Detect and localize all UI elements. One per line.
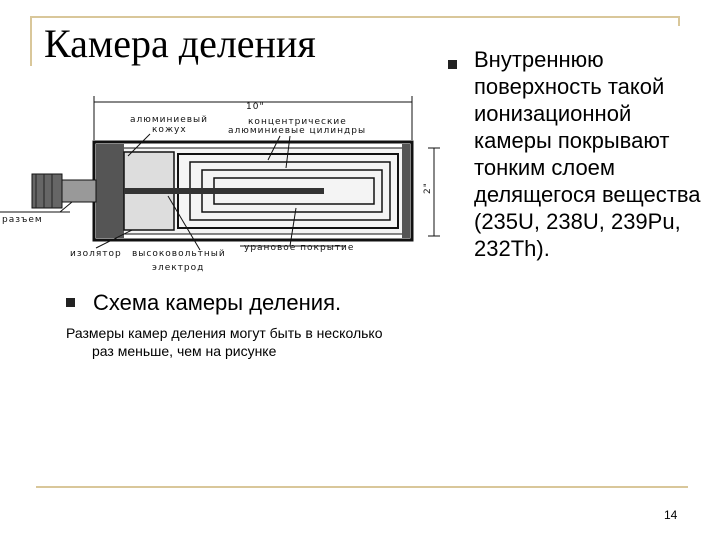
figure-caption: Схема камеры деления. — [93, 290, 342, 315]
left-rule — [30, 16, 32, 66]
casing-label-1: алюминиевый — [130, 115, 209, 125]
connector-label: разъем — [2, 215, 43, 225]
page-number: 14 — [664, 508, 678, 522]
size-note: Размеры камер деления могут быть в несколько раз меньше, чем на рисунке — [66, 325, 383, 359]
hv-label-1: высоковольтный — [132, 249, 226, 259]
description-text: Внутреннюю поверхность такой ионизационной камеры покрывают тонким слоем делящегося вещества (235U, 238U, 239Pu, 232Th). — [474, 47, 701, 261]
uranium-label: урановое покрытие — [244, 243, 355, 253]
casing-label-2: кожух — [152, 125, 187, 135]
right-rule — [678, 16, 680, 26]
fission-chamber-diagram — [0, 90, 450, 280]
slide-title: Камера деления — [44, 21, 316, 66]
cylinders-label: алюминиевые цилиндры — [228, 126, 367, 136]
length-label: 10" — [246, 102, 265, 112]
bullet-icon — [448, 60, 457, 69]
hv-label-2: электрод — [152, 263, 205, 273]
concentric-label: концентрические — [248, 117, 347, 127]
bottom-rule — [36, 486, 688, 488]
diameter-label: 2" — [423, 182, 433, 194]
bullet-icon — [66, 298, 75, 307]
insulator-label: изолятор — [70, 249, 122, 259]
top-rule — [30, 16, 678, 18]
